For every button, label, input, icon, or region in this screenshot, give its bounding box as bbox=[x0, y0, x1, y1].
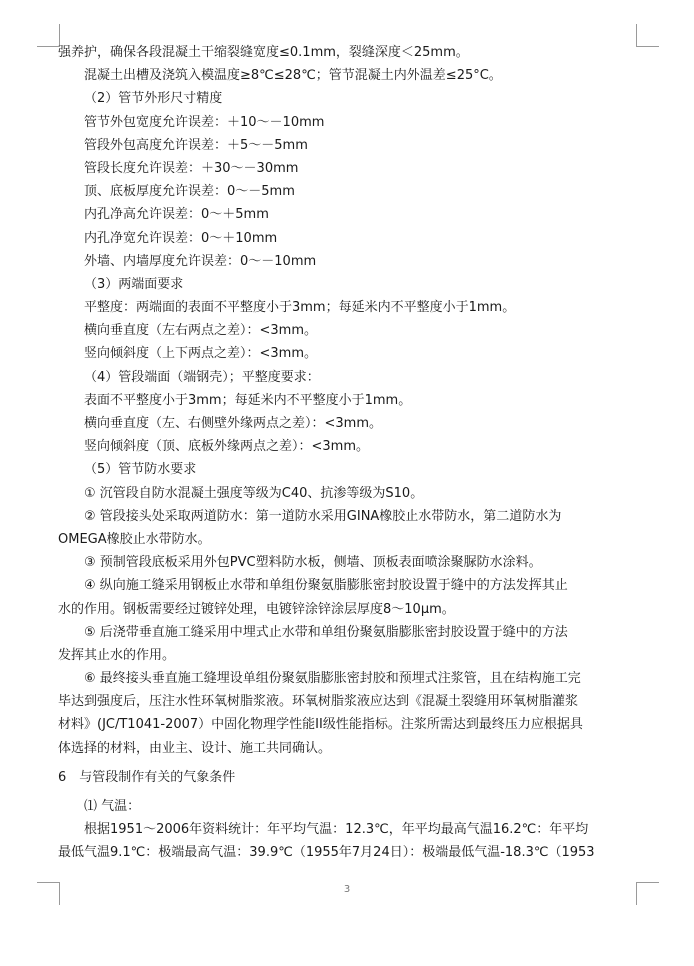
paragraph-line: 平整度：两端面的表面不平整度小于3mm；每延米内不平整度小于1mm。 bbox=[84, 300, 516, 316]
paragraph-line: 混凝土出槽及浇筑入模温度≥8℃≤28℃；管节混凝土内外温差≤25°C。 bbox=[84, 68, 502, 84]
paragraph bbox=[58, 435, 638, 458]
paragraph bbox=[58, 667, 638, 760]
paragraph bbox=[58, 551, 638, 574]
paragraph bbox=[58, 319, 638, 342]
paragraph-line: ⑴ 气温： bbox=[84, 799, 141, 814]
paragraph-line: （4）管段端面（端钢壳）；平整度要求： bbox=[84, 369, 320, 385]
paragraph bbox=[58, 389, 638, 412]
paragraph-line: 管段长度允许误差：＋30～－30mm bbox=[84, 160, 299, 176]
paragraph-line: 发挥其止水的作用。 bbox=[58, 647, 176, 663]
paragraph-line: 水的作用。钢板需要经过镀锌处理，电镀锌涂锌涂层厚度8～10μm。 bbox=[58, 601, 455, 617]
paragraph-line: 竖向倾斜度（上下两点之差）：<3mm。 bbox=[84, 346, 317, 362]
paragraph-line: （2）管节外形尺寸精度 bbox=[84, 91, 223, 107]
paragraph-line: ⑥ 最终接头垂直施工缝埋设单组份聚氨脂膨胀密封胶和预埋式注浆管，且在结构施工完 bbox=[84, 671, 581, 687]
paragraph-line: 管段外包高度允许误差：＋5～－5mm bbox=[84, 137, 308, 153]
paragraph bbox=[58, 134, 638, 157]
paragraph bbox=[58, 250, 638, 273]
paragraph bbox=[58, 111, 638, 134]
paragraph bbox=[58, 621, 638, 667]
paragraph-line: ④ 纵向施工缝采用钢板止水带和单组份聚氨脂膨胀密封胶设置于缝中的方法发挥其止 bbox=[84, 578, 568, 594]
paragraph-line: ① 沉管段自防水混凝土强度等级为C40、抗渗等级为S10。 bbox=[84, 485, 424, 501]
paragraph-line: 顶、底板厚度允许误差：0～－5mm bbox=[84, 184, 295, 200]
section-heading: 6 与管段制作有关的气象条件 bbox=[58, 769, 236, 785]
crop-mark-top-left bbox=[37, 24, 60, 47]
paragraph-line: 管节外包宽度允许误差：＋10～－10mm bbox=[84, 114, 325, 130]
paragraph bbox=[58, 412, 638, 435]
paragraph bbox=[58, 64, 638, 87]
paragraph-line: 表面不平整度小于3mm；每延米内不平整度小于1mm。 bbox=[84, 392, 412, 408]
paragraph-line: ③ 预制管段底板采用外包PVC塑料防水板，侧墙、顶板表面喷涂聚脲防水涂料。 bbox=[84, 555, 542, 571]
paragraph-line: 材料》(JC/T1041-2007）中固化物理学性能II级性能指标。注浆所需达到最终压力应根据具 bbox=[58, 717, 583, 733]
paragraph-line: 体选择的材料，由业主、设计、施工共同确认。 bbox=[58, 740, 332, 756]
paragraph bbox=[58, 157, 638, 180]
paragraph bbox=[58, 366, 638, 389]
paragraph-line: ② 管段接头处采取两道防水：第一道防水采用GINA橡胶止水带防水，第二道防水为 bbox=[84, 508, 562, 524]
paragraph-line: 横向垂直度（左右两点之差）：<3mm。 bbox=[84, 323, 317, 339]
paragraph-line: 外墙、内墙厚度允许误差：0～－10mm bbox=[84, 253, 317, 269]
paragraph bbox=[58, 87, 638, 110]
paragraph bbox=[58, 203, 638, 226]
paragraph bbox=[58, 180, 638, 203]
paragraph-line: 内孔净宽允许误差：0～＋10mm bbox=[84, 230, 278, 246]
paragraph bbox=[58, 41, 638, 64]
paragraph-line: 毕达到强度后，压注水性环氧树脂浆液。环氧树脂浆液应达到《混凝土裂缝用环氧树脂灌浆 bbox=[58, 694, 579, 710]
paragraph bbox=[58, 818, 638, 864]
paragraph-line: ⑤ 后浇带垂直施工缝采用中埋式止水带和单组份聚氨脂膨胀密封胶设置于缝中的方法 bbox=[84, 624, 568, 640]
paragraph-line: （5）管节防水要求 bbox=[84, 462, 197, 478]
paragraph-line: 内孔净高允许误差：0～＋5mm bbox=[84, 207, 269, 223]
page-number: 3 bbox=[343, 884, 351, 895]
document-body bbox=[58, 41, 638, 865]
paragraph bbox=[58, 296, 638, 319]
paragraph-line: OMEGA橡胶止水带防水。 bbox=[58, 531, 211, 547]
paragraph bbox=[58, 505, 638, 551]
paragraph-line: 竖向倾斜度（顶、底板外缘两点之差）：<3mm。 bbox=[84, 439, 369, 455]
paragraph-line: 强养护，确保各段混凝土干缩裂缝宽度≤0.1mm，裂缝深度＜25mm。 bbox=[58, 45, 469, 60]
crop-mark-top-right bbox=[636, 24, 659, 47]
paragraph bbox=[58, 273, 638, 296]
paragraph bbox=[58, 574, 638, 620]
paragraph bbox=[58, 227, 638, 250]
paragraph bbox=[58, 482, 638, 505]
paragraph-line: 横向垂直度（左、右侧壁外缘两点之差）：<3mm。 bbox=[84, 416, 382, 431]
paragraph bbox=[58, 458, 638, 481]
paragraph bbox=[58, 795, 638, 818]
paragraph-line: （3）两端面要求 bbox=[84, 276, 184, 292]
paragraph-line: 最低气温9.1℃：极端最高气温：39.9℃（1955年7月24日）：极端最低气温-18.3℃（1953 bbox=[58, 845, 595, 861]
paragraph bbox=[58, 342, 638, 365]
paragraph-line: 根据1951～2006年资料统计：年平均气温：12.3℃，年平均最高气温16.2℃：年平均 bbox=[84, 822, 589, 838]
